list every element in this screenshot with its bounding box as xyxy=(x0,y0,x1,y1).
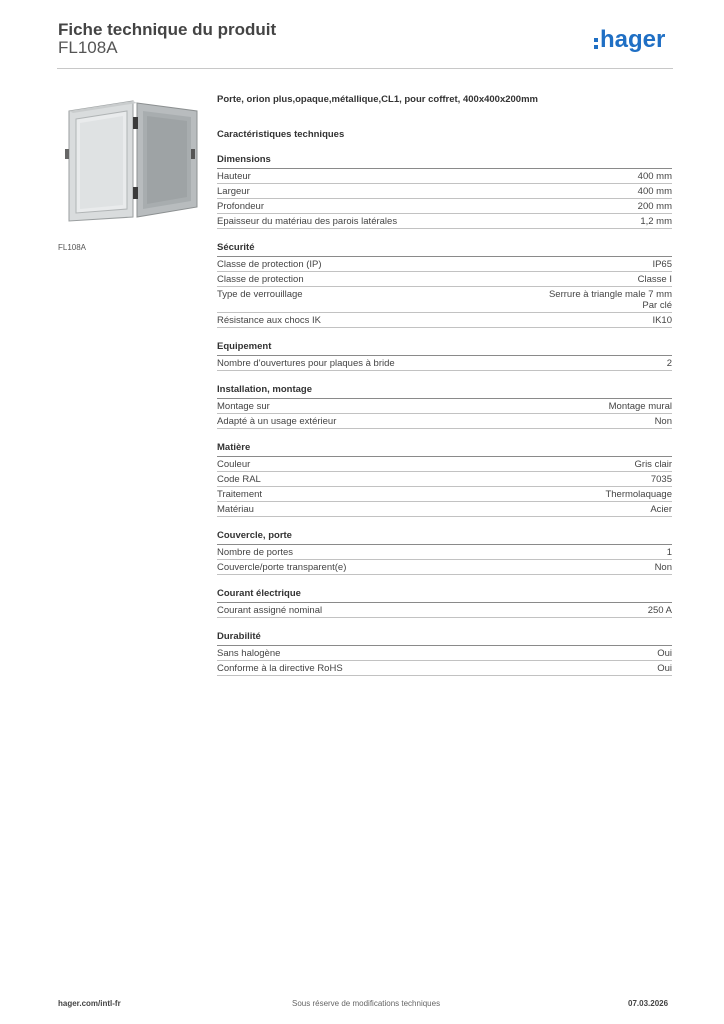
spec-label: Type de verrouillage xyxy=(217,289,303,300)
spec-value: Acier xyxy=(650,504,672,515)
spec-row xyxy=(217,414,672,429)
spec-label: Résistance aux chocs IK xyxy=(217,315,322,326)
spec-label: Hauteur xyxy=(217,171,251,182)
spec-group xyxy=(217,384,672,429)
spec-row xyxy=(217,313,672,328)
spec-row xyxy=(217,272,672,287)
spec-label: Couvercle/porte transparent(e) xyxy=(217,562,347,573)
spec-row xyxy=(217,472,672,487)
spec-label: Traitement xyxy=(217,489,263,500)
spec-group xyxy=(217,631,672,676)
spec-label: Classe de protection (IP) xyxy=(217,259,322,270)
spec-row xyxy=(217,545,672,560)
spec-row xyxy=(217,169,672,184)
spec-row xyxy=(217,457,672,472)
spec-label: Nombre de portes xyxy=(217,547,294,558)
spec-group-title: Dimensions xyxy=(217,154,672,169)
spec-value: 7035 xyxy=(650,474,672,485)
logo-dots-icon xyxy=(594,38,598,50)
spec-group xyxy=(217,442,672,517)
spec-value: 2 xyxy=(666,358,672,369)
header-divider xyxy=(57,68,673,69)
spec-group-title: Sécurité xyxy=(217,242,672,257)
logo-text: hager xyxy=(600,26,666,53)
spec-row xyxy=(217,502,672,517)
spec-row xyxy=(217,487,672,502)
spec-label: Courant assigné nominal xyxy=(217,605,323,616)
spec-value: Classe I xyxy=(637,274,672,285)
spec-label: Sans halogène xyxy=(217,648,281,659)
spec-group-title: Installation, montage xyxy=(217,384,672,399)
spec-row xyxy=(217,199,672,214)
spec-label: Epaisseur du matériau des parois latérales xyxy=(217,216,398,227)
spec-groups xyxy=(217,154,672,676)
spec-value: 1,2 mm xyxy=(640,216,672,227)
spec-group xyxy=(217,588,672,618)
spec-value: Oui xyxy=(657,648,672,659)
spec-value: Oui xyxy=(657,663,672,674)
spec-label: Profondeur xyxy=(217,201,265,212)
spec-group xyxy=(217,242,672,328)
spec-row xyxy=(217,603,672,618)
footer-date: 07.03.2026 xyxy=(628,999,669,1008)
spec-row xyxy=(217,287,672,313)
spec-label: Montage sur xyxy=(217,401,270,412)
spec-row xyxy=(217,646,672,661)
spec-group-title: Equipement xyxy=(217,341,672,356)
spec-label: Matériau xyxy=(217,504,254,515)
spec-row xyxy=(217,257,672,272)
spec-group xyxy=(217,530,672,575)
spec-value: 250 A xyxy=(647,605,672,616)
spec-value: 400 mm xyxy=(637,171,672,182)
spec-value: Non xyxy=(654,562,672,573)
spec-row xyxy=(217,560,672,575)
spec-group-title: Couvercle, porte xyxy=(217,530,672,545)
spec-row xyxy=(217,356,672,371)
spec-group-title: Matière xyxy=(217,442,672,457)
spec-label: Classe de protection xyxy=(217,274,304,285)
spec-group xyxy=(217,341,672,371)
spec-group-title: Durabilité xyxy=(217,631,672,646)
image-caption: FL108A xyxy=(58,243,87,252)
spec-value: Montage mural xyxy=(608,401,672,412)
product-image xyxy=(57,89,207,239)
spec-label: Nombre d'ouvertures pour plaques à bride xyxy=(217,358,395,369)
spec-row xyxy=(217,399,672,414)
page-title: Fiche technique du produit xyxy=(58,20,277,39)
characteristics-panel xyxy=(217,94,672,676)
spec-row xyxy=(217,214,672,229)
spec-label: Largeur xyxy=(217,186,250,197)
spec-label: Conforme à la directive RoHS xyxy=(217,663,343,674)
spec-row xyxy=(217,661,672,676)
spec-value: 200 mm xyxy=(637,201,672,212)
spec-value: Serrure à triangle male 7 mm Par clé xyxy=(548,289,672,311)
spec-row xyxy=(217,184,672,199)
spec-value: Thermolaquage xyxy=(605,489,672,500)
footer-website-link[interactable]: hager.com/intl-fr xyxy=(58,999,121,1008)
spec-value: IP65 xyxy=(652,259,672,270)
spec-value: 1 xyxy=(666,547,672,558)
spec-value: IK10 xyxy=(652,315,672,326)
spec-label: Code RAL xyxy=(217,474,261,485)
spec-value: 400 mm xyxy=(637,186,672,197)
spec-group xyxy=(217,154,672,229)
product-description: Porte, orion plus,opaque,métallique,CL1, pour coffret, 400x400x200mm xyxy=(217,94,538,105)
characteristics-title: Caractéristiques techniques xyxy=(217,129,345,140)
footer-disclaimer: Sous réserve de modifications techniques xyxy=(292,999,441,1008)
spec-label: Couleur xyxy=(217,459,251,470)
spec-value: Gris clair xyxy=(634,459,672,470)
product-reference: FL108A xyxy=(58,38,118,57)
spec-value: Non xyxy=(654,416,672,427)
spec-label: Adapté à un usage extérieur xyxy=(217,416,337,427)
spec-group-title: Courant électrique xyxy=(217,588,672,603)
